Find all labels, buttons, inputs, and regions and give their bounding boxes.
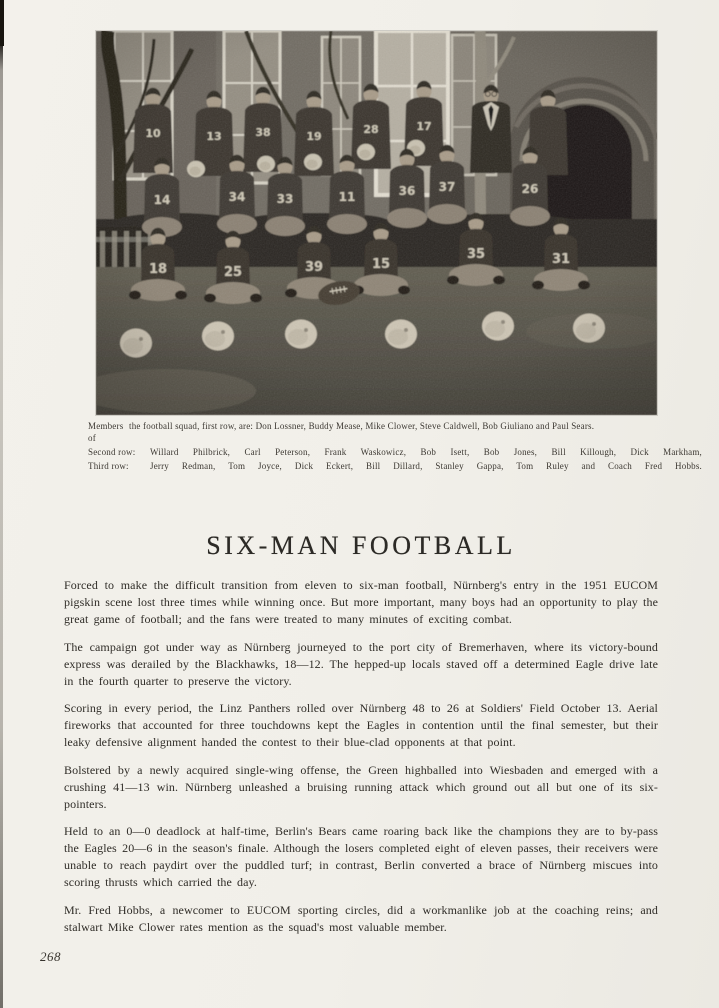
caption-label: Members of (88, 421, 124, 443)
paragraph: Mr. Fred Hobbs, a newcomer to EUCOM sporting circles, did a workmanlike job at the coaching reins; and stalwart Mike Clower rates mention as the squad's most valuable member. (64, 902, 658, 934)
team-photo (96, 31, 657, 415)
scan-corner-mark (0, 0, 4, 46)
caption-label: Third row: (88, 460, 129, 471)
article-body (64, 577, 658, 946)
caption-label: Second row: (88, 446, 136, 457)
photo-caption (88, 421, 702, 475)
caption-row (88, 421, 702, 444)
team-photo-illustration (96, 31, 657, 415)
paragraph: Held to an 0—0 deadlock at half-time, Berlin's Bears came roaring back like the champions they are to by-pass the Eagles 20—6 in the season's finale. Although the losers completed eight of eleven passes, their receivers were unable to reach paydirt over the puddled turf; in contrast, Berlin converted a brace of Nürnberg miscues into scoring thrusts which carried the day. (64, 824, 658, 889)
page-title: SIX-MAN FOOTBALL (206, 531, 516, 560)
paragraph: Forced to make the difficult transition from eleven to six-man football, Nürnberg's entry in the 1951 EUCOM pigskin scene lost three times while winning once. But more important, many boys had an opportunity to play the great game of football; and the fans were treated to many minutes of exciting combat. (64, 578, 658, 626)
caption-row (88, 447, 702, 459)
paragraph: Scoring in every period, the Linz Panthers rolled over Nürnberg 48 to 26 at Soldiers' Field October 13. Aerial fireworks that accounted for three touchdowns kept the Eagles in contention until the final semester, but their leaky defensive alignment handed the contest to their blue-clad opponents at that point. (64, 701, 658, 749)
caption-row (88, 461, 702, 473)
paragraph: Bolstered by a newly acquired single-wing offense, the Green highballed into Wiesbaden and emerged with a crushing 41—13 win. Nürnberg unleashed a bruising running attack which ground out all but one of its six-pointers. (64, 762, 658, 811)
caption-text: Jerry Redman, Tom Joyce, Dick Eckert, Bill Dillard, Stanley Gappa, Tom Ruley and Coach Fred Hobbs. (150, 460, 702, 471)
paragraph: The campaign got under way as Nürnberg journeyed to the port city of Bremerhaven, where its victory-bound express was derailed by the Blackhawks, 18—12. The hepped-up locals staved off a determined Eagle drive late in the fourth quarter to preserve the victory. (64, 639, 658, 688)
page-number: 268 (40, 949, 61, 964)
caption-text: the football squad, first row, are: Don Lossner, Buddy Mease, Mike Clower, Steve Caldwell, Bob Giuliano and Paul Sears. (129, 421, 595, 431)
photo-vignette-overlay (96, 31, 657, 415)
caption-text: Willard Philbrick, Carl Peterson, Frank Waskowicz, Bob Isett, Bob Jones, Bill Killough, Dick Markham, (150, 446, 702, 457)
scan-edge-artifact (0, 0, 3, 1008)
